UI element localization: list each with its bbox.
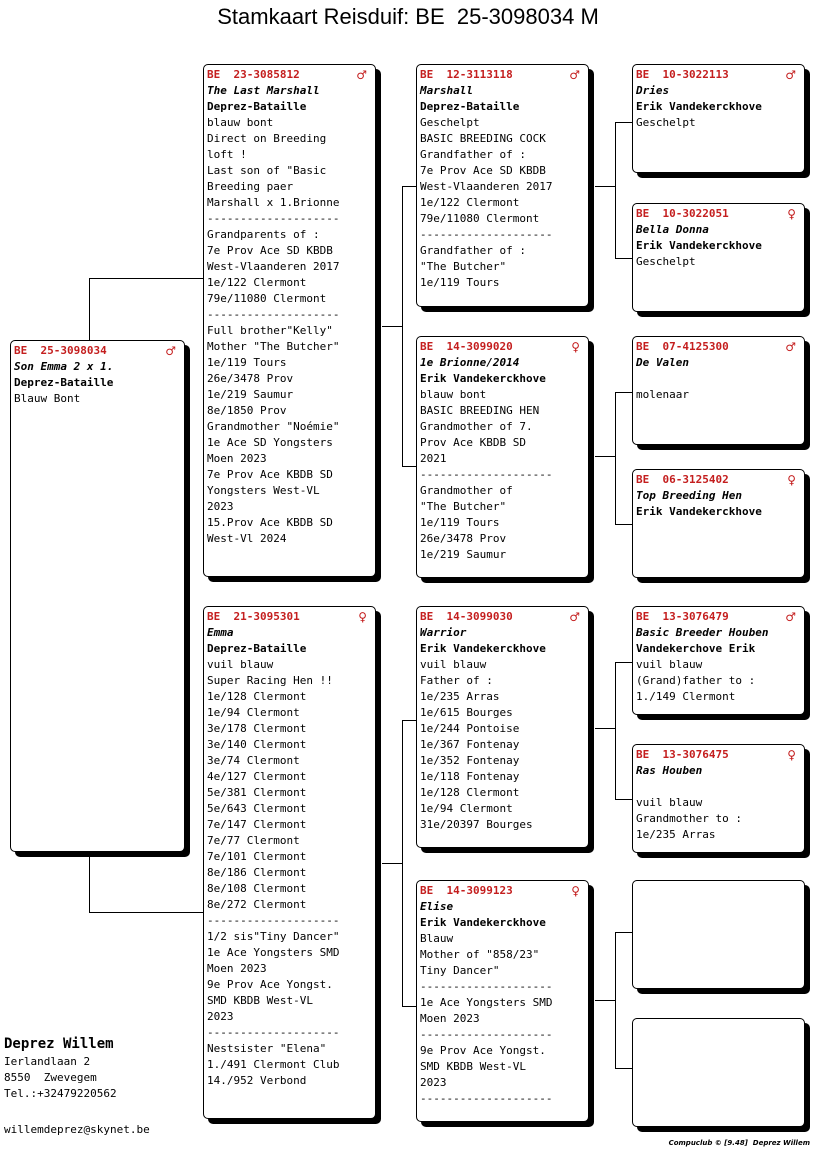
info-line: 8e/108 Clermont <box>207 882 307 895</box>
pigeon-name: De Valen <box>636 356 689 369</box>
connector <box>402 720 403 1006</box>
info-line: 1e/119 Tours <box>420 276 500 289</box>
connector <box>615 122 616 259</box>
connector <box>615 392 633 393</box>
pigeon-name: Dries <box>636 84 670 97</box>
info-line: 1e/235 Arras <box>636 828 716 841</box>
pigeon-card-mother-father <box>416 606 589 848</box>
info-line: blauw bont <box>420 388 487 401</box>
info-line: molenaar <box>636 388 689 401</box>
info-line: Direct on Breeding <box>207 132 327 145</box>
ring-number: BE 14-3099020 <box>420 340 513 353</box>
info-line: 7e/147 Clermont <box>207 818 307 831</box>
info-line: 1e/118 Fontenay <box>420 770 520 783</box>
info-line: "The Butcher" <box>420 260 507 273</box>
connector <box>402 466 417 467</box>
info-line: 1e/367 Fontenay <box>420 738 520 751</box>
info-line: -------------------- <box>207 212 340 225</box>
pigeon-card-subject <box>10 340 185 852</box>
info-line: 1e/219 Saumur <box>420 548 507 561</box>
breeder-name <box>636 371 804 387</box>
card-header <box>636 67 804 83</box>
breeder-name: Erik Vandekerckhove <box>420 642 546 655</box>
info-line: -------------------- <box>420 980 553 993</box>
card-header <box>14 343 184 359</box>
pigeon-name: Elise <box>420 900 454 913</box>
connector <box>89 278 90 340</box>
info-line: 7e Prov Ace SD KBDB <box>420 164 546 177</box>
pigeon-card-fmm <box>632 469 805 578</box>
pigeon-card-mff <box>632 606 805 715</box>
card-header <box>420 339 588 355</box>
connector <box>615 662 616 800</box>
info-line: 7e Prov Ace KBDB SD <box>207 468 333 481</box>
card-header <box>207 67 375 83</box>
info-line: vuil blauw <box>420 658 487 671</box>
info-line: Tiny Dancer" <box>420 964 500 977</box>
info-line: 7e Prov Ace SD KBDB <box>207 244 333 257</box>
pigeon-name: 1e Brionne/2014 <box>420 356 520 369</box>
pigeon-name: Ras Houben <box>636 764 703 777</box>
info-line: 3e/74 Clermont <box>207 754 300 767</box>
pigeon-card-mother <box>203 606 376 1119</box>
female-symbol-icon: ♀ <box>571 884 580 898</box>
info-line: 14./952 Verbond <box>207 1074 307 1087</box>
info-line: -------------------- <box>420 1092 553 1105</box>
info-line: 1e Ace SD Yongsters <box>207 436 333 449</box>
pigeon-name: Bella Donna <box>636 223 709 236</box>
connector <box>89 852 90 912</box>
info-line: BASIC BREEDING HEN <box>420 404 540 417</box>
info-line: 1./149 Clermont <box>636 690 736 703</box>
info-line: 5e/643 Clermont <box>207 802 307 815</box>
info-line: Grandmother to : <box>636 812 742 825</box>
card-header <box>420 67 588 83</box>
connector <box>402 186 403 467</box>
info-line: 3e/140 Clermont <box>207 738 307 751</box>
info-line: 4e/127 Clermont <box>207 770 307 783</box>
info-line: West-Vl 2024 <box>207 532 287 545</box>
info-line: BASIC BREEDING COCK <box>420 132 546 145</box>
pigeon-card-fmf <box>632 336 805 445</box>
card-header <box>207 609 375 625</box>
pigeon-name: Emma <box>207 626 234 639</box>
info-line: 8e/272 Clermont <box>207 898 307 911</box>
male-symbol-icon: ♂ <box>356 68 367 82</box>
info-line: -------------------- <box>420 468 553 481</box>
owner-email[interactable]: willemdeprez@skynet.be <box>4 1123 150 1136</box>
pigeon-name: The Last Marshall <box>207 84 320 97</box>
info-line: 1e/244 Pontoise <box>420 722 520 735</box>
male-symbol-icon: ♂ <box>785 68 796 82</box>
card-header <box>636 747 804 763</box>
info-line: 1/2 sis"Tiny Dancer" <box>207 930 340 943</box>
info-line: 1./491 Clermont Club <box>207 1058 340 1071</box>
connector <box>615 662 633 663</box>
info-line: SMD KBDB West-VL <box>420 1060 526 1073</box>
pigeon-card-mfm <box>632 744 805 853</box>
info-line: vuil blauw <box>207 658 274 671</box>
info-line: 5e/381 Clermont <box>207 786 307 799</box>
info-line: Mother of "858/23" <box>420 948 540 961</box>
connector <box>595 1000 615 1001</box>
breeder-name: Deprez-Bataille <box>207 642 307 655</box>
info-line: 1e/219 Saumur <box>207 388 294 401</box>
connector <box>89 912 204 913</box>
owner-city: 8550 Zwevegem <box>4 1071 97 1084</box>
ring-number: BE 13-3076479 <box>636 610 729 623</box>
info-line: 31e/20397 Bourges <box>420 818 533 831</box>
pigeon-card-ffm <box>632 203 805 312</box>
card-header <box>636 472 804 488</box>
info-line: -------------------- <box>420 1028 553 1041</box>
info-line: Geschelpt <box>636 116 696 129</box>
ring-number: BE 14-3099030 <box>420 610 513 623</box>
connector <box>402 186 417 187</box>
ring-number: BE 07-4125300 <box>636 340 729 353</box>
info-line: 8e/186 Clermont <box>207 866 307 879</box>
info-line: Grandparents of : <box>207 228 320 241</box>
connector <box>615 932 633 933</box>
info-line: 7e/77 Clermont <box>207 834 300 847</box>
info-line: Blauw <box>420 932 454 945</box>
info-line: vuil blauw <box>636 658 703 671</box>
info-line: 1e/122 Clermont <box>207 276 307 289</box>
connector <box>615 932 616 1069</box>
info-line: West-Vlaanderen 2017 <box>207 260 340 273</box>
info-line: Last son of "Basic <box>207 164 327 177</box>
info-line: Father of : <box>420 674 493 687</box>
info-line: 26e/3478 Prov <box>207 372 294 385</box>
info-line: -------------------- <box>420 228 553 241</box>
info-line: 2023 <box>207 1010 234 1023</box>
info-line: Grandfather of : <box>420 244 526 257</box>
pigeon-name: Marshall <box>420 84 473 97</box>
connector <box>615 392 616 525</box>
breeder-name: Vandekerchove Erik <box>636 642 756 655</box>
connector <box>89 278 204 279</box>
ring-number: BE 12-3113118 <box>420 68 513 81</box>
info-line: 1e/352 Fontenay <box>420 754 520 767</box>
pigeon-card-empty <box>632 880 805 989</box>
connector <box>615 122 633 123</box>
card-header <box>636 206 804 222</box>
ring-number: BE 14-3099123 <box>420 884 513 897</box>
pigeon-name: Son Emma 2 x 1. <box>14 360 114 373</box>
pigeon-name: Top Breeding Hen <box>636 489 742 502</box>
male-symbol-icon: ♂ <box>569 610 580 624</box>
info-line: 2021 <box>420 452 447 465</box>
info-line: Super Racing Hen !! <box>207 674 333 687</box>
info-line: 3e/178 Clermont <box>207 722 307 735</box>
card-header <box>636 339 804 355</box>
info-line: (Grand)father to : <box>636 674 756 687</box>
info-line: Grandfather of : <box>420 148 526 161</box>
connector <box>595 186 615 187</box>
info-line: Mother "The Butcher" <box>207 340 340 353</box>
info-line: Moen 2023 <box>207 962 267 975</box>
female-symbol-icon: ♀ <box>571 340 580 354</box>
ring-number: BE 06-3125402 <box>636 473 729 486</box>
connector <box>595 728 615 729</box>
connector <box>615 799 633 800</box>
card-header <box>636 609 804 625</box>
breeder-name: Deprez-Bataille <box>14 376 114 389</box>
connector <box>615 1068 633 1069</box>
info-line: SMD KBDB West-VL <box>207 994 313 1007</box>
info-line: 1e/128 Clermont <box>420 786 520 799</box>
breeder-name: Deprez-Bataille <box>207 100 307 113</box>
info-line: Full brother"Kelly" <box>207 324 333 337</box>
info-line: 9e Prov Ace Yongst. <box>420 1044 546 1057</box>
ring-number: BE 21-3095301 <box>207 610 300 623</box>
connector <box>615 524 633 525</box>
breeder-name: Deprez-Bataille <box>420 100 520 113</box>
pigeon-card-mother-mother <box>416 880 589 1122</box>
info-line: 1e/94 Clermont <box>420 802 513 815</box>
info-line: 1e/128 Clermont <box>207 690 307 703</box>
info-line: West-Vlaanderen 2017 <box>420 180 553 193</box>
connector <box>402 720 417 721</box>
breeder-name <box>636 779 804 795</box>
male-symbol-icon: ♂ <box>569 68 580 82</box>
info-line: 1e/122 Clermont <box>420 196 520 209</box>
connector <box>382 863 402 864</box>
info-line: blauw bont <box>207 116 274 129</box>
card-header <box>420 609 588 625</box>
info-line: -------------------- <box>207 1026 340 1039</box>
female-symbol-icon: ♀ <box>787 748 796 762</box>
breeder-name: Erik Vandekerckhove <box>420 372 546 385</box>
info-line: "The Butcher" <box>420 500 507 513</box>
info-line: 26e/3478 Prov <box>420 532 507 545</box>
info-line: Grandmother "Noémie" <box>207 420 340 433</box>
info-line: 15.Prov Ace KBDB SD <box>207 516 333 529</box>
owner-info <box>4 1034 150 1138</box>
connector <box>615 258 633 259</box>
pigeon-name: Basic Breeder Houben <box>636 626 769 639</box>
info-line: 1e/615 Bourges <box>420 706 513 719</box>
info-line: 2023 <box>420 1076 447 1089</box>
breeder-name: Erik Vandekerckhove <box>636 505 762 518</box>
info-line: 1e/119 Tours <box>420 516 500 529</box>
connector <box>595 456 615 457</box>
info-line: Breeding paer <box>207 180 294 193</box>
info-line: -------------------- <box>207 308 340 321</box>
pigeon-card-empty <box>632 1018 805 1127</box>
female-symbol-icon: ♀ <box>358 610 367 624</box>
info-line: -------------------- <box>207 914 340 927</box>
male-symbol-icon: ♂ <box>785 610 796 624</box>
female-symbol-icon: ♀ <box>787 473 796 487</box>
info-line: Grandmother of 7. <box>420 420 533 433</box>
info-line: 1e Ace Yongsters SMD <box>420 996 553 1009</box>
info-line: 79e/11080 Clermont <box>207 292 327 305</box>
breeder-name: Erik Vandekerckhove <box>420 916 546 929</box>
info-line: 1e/235 Arras <box>420 690 500 703</box>
pigeon-card-father-father <box>416 64 589 307</box>
ring-number: BE 23-3085812 <box>207 68 300 81</box>
female-symbol-icon: ♀ <box>787 207 796 221</box>
info-line: 8e/1850 Prov <box>207 404 287 417</box>
info-line: Marshall x 1.Brionne <box>207 196 340 209</box>
connector <box>382 326 402 327</box>
info-line: 1e/119 Tours <box>207 356 287 369</box>
info-line: Yongsters West-VL <box>207 484 320 497</box>
pigeon-card-fff <box>632 64 805 173</box>
owner-phone: Tel.:+32479220562 <box>4 1087 117 1100</box>
male-symbol-icon: ♂ <box>785 340 796 354</box>
info-line: Prov Ace KBDB SD <box>420 436 526 449</box>
info-line: 2023 <box>207 500 234 513</box>
info-line: 1e Ace Yongsters SMD <box>207 946 340 959</box>
breeder-name: Erik Vandekerckhove <box>636 100 762 113</box>
owner-name: Deprez Willem <box>4 1036 114 1052</box>
ring-number: BE 13-3076475 <box>636 748 729 761</box>
footer-credit: Compuclub © [9.48] Deprez Willem <box>668 1139 810 1147</box>
info-line: loft ! <box>207 148 247 161</box>
info-line: vuil blauw <box>636 796 703 809</box>
info-line: Nestsister "Elena" <box>207 1042 327 1055</box>
pigeon-card-father <box>203 64 376 577</box>
info-line: Geschelpt <box>420 116 480 129</box>
info-line: 9e Prov Ace Yongst. <box>207 978 333 991</box>
info-line: 7e/101 Clermont <box>207 850 307 863</box>
male-symbol-icon: ♂ <box>165 344 176 358</box>
ring-number: BE 10-3022051 <box>636 207 729 220</box>
pigeon-card-father-mother <box>416 336 589 578</box>
info-line: 79e/11080 Clermont <box>420 212 540 225</box>
info-line: Geschelpt <box>636 255 696 268</box>
card-header <box>420 883 588 899</box>
breeder-name: Erik Vandekerckhove <box>636 239 762 252</box>
info-line: Blauw Bont <box>14 392 81 405</box>
ring-number: BE 10-3022113 <box>636 68 729 81</box>
pigeon-name: Warrior <box>420 626 467 639</box>
info-line: Moen 2023 <box>207 452 267 465</box>
info-line: Grandmother of <box>420 484 513 497</box>
ring-number: BE 25-3098034 <box>14 344 107 357</box>
connector <box>402 1006 417 1007</box>
page-title: Stamkaart Reisduif: BE 25-3098034 M <box>217 4 599 29</box>
info-line: 1e/94 Clermont <box>207 706 300 719</box>
info-line: Moen 2023 <box>420 1012 480 1025</box>
owner-street: Ierlandlaan 2 <box>4 1055 91 1068</box>
